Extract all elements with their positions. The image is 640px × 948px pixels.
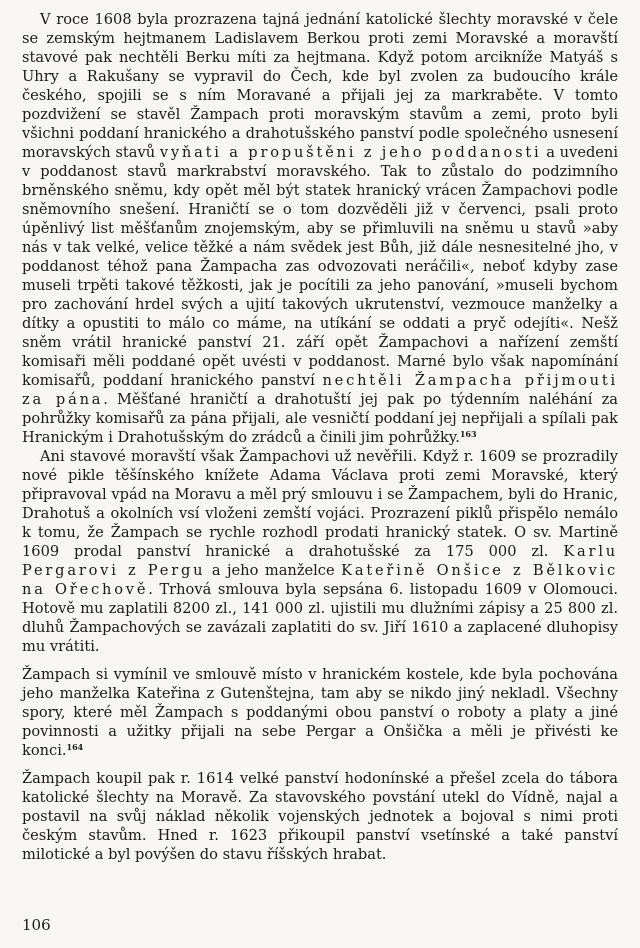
footnote-ref-164: 164	[66, 742, 84, 752]
paragraph-1	[22, 10, 618, 447]
paragraph-1-text-c: . Měšťané hraničtí a drahotuští jej pak po týdenním naléhání za pohrůžky komisařů za pána přijali, ale vesničtí poddaní jej nepřijali a spílali pak Hranickým i Drahotušským do zrádců a činili jim pohrůžky.	[22, 391, 618, 446]
paragraph-2-text-c: . Trhová smlouva byla sepsána 6. listopadu 1609 v Olomouci. Hotově mu zaplatili 8200 zl., 141 000 zl. ujistili mu dlužními zápisy a 25 800 zl. dluhů Žampachových se zavázali zaplatiti do sv. Jiří 1610 a zaplacené dluhopisy mu vrátiti.	[22, 581, 618, 655]
paragraph-1-spaced-a: vyňati a propuštěni z jeho poddanosti	[159, 144, 542, 161]
paragraph-2-spaced-a: Karlu Pergarovi z Pergu	[22, 543, 618, 579]
paragraph-4	[22, 769, 618, 864]
paragraph-2-text-a: Ani stavové moravští však Žampachovi už nevěřili. Když r. 1609 se prozradily nové pikle těšínského knížete Adama Václava proti zemi Moravské, který připravoval vpád na Moravu a měl prý smlouvu i se Žampachem, byli do Hranic, Drahotuš a okolních vsí vloženi zemští vojáci. Prozrazení piklů přispělo nemálo k tomu, že Žampach se rychle rozhodl prodati hranický statek. O sv. Martině 1609 prodal panství hranické a drahotušské za 175 000 zl.	[22, 448, 618, 560]
paragraph-2-spaced-b: Kateřině Onšice z Bělkovic na Ořechově	[22, 562, 618, 598]
paragraph-3	[22, 665, 618, 760]
footnote-ref-163: 163	[459, 429, 477, 439]
paragraph-2-text-b: a jeho manželce	[205, 562, 342, 579]
paragraph-1-text-a: V roce 1608 byla prozrazena tajná jednání katolické šlechty moravské v čele se zemským hejtmanem Ladislavem Berkou proti zemi Moravské a moravští stavové pak nechtěli Berku míti za hejtmana. Když potom arcikníže Matyáš s Uhry a Rakušany se vypravil do Čech, kde byl zvolen za budoucího krále českého, spojili se s ním Moravané a přijali jej za markraběte. V tomto pozdvižení se stavěl Žampach proti moravským stavům a zemi, proto byli všichni poddaní hranického a drahotušského panství podle společného usnesení moravských stavů	[22, 11, 618, 161]
paragraph-1-text-b: a uvedeni v poddanost stavů markrabství moravského. Tak to zůstalo do podzimního brněnského sněmu, kdy opět měl být statek hranický vrácen Žampachovi podle sněmovního snešení. Hraničtí se o tom dozvěděli již v červenci, psali proto úpěnlivý list měšťanům znojemským, aby se přimluvili na sněmu u stavů »aby nás v tak velké, velice těžké a nám svědek jest Bůh, již dále nesnesitelné jho, v poddanost téhož pana Žampacha zas odvozovati neráčili«, neboť kdyby zase museli trpěti takové těžkosti, jak je pocítili za jeho panování, »museli bychom pro zachování hrdel svých a ujití takových ukrutenství, vezmouce manželky a dítky a opustiti to málo co máme, na utíkání se oddati a pryč odejíti«. Nešž sněm vrátil hranické panství 21. září opět Žampachovi a nařízení zemští komisaři měli poddané opět uvésti v poddanost. Marné bylo však napomínání komisařů, poddaní hranického panství	[22, 144, 618, 389]
page-number: 106	[22, 916, 51, 934]
paragraph-3-text: Žampach si vymínil ve smlouvě místo v hranickém kostele, kde byla pochována jeho manželka Kateřina z Gutenštejna, tam aby se nikdo jiný nekladl. Všechny spory, které měl Žampach s poddanými obou panství o roboty a platy a jiné povinnosti a užitky přijali na sebe Pergar a Onšička a měli je přivésti ke konci.	[22, 666, 618, 759]
paragraph-1-spaced-b: nechtěli Žampacha přijmouti za pána	[22, 372, 618, 408]
paragraph-4-text: Žampach koupil pak r. 1614 velké panství hodonínské a přešel zcela do tábora katolické šlechty na Moravě. Za stavovského povstání utekl do Vídně, najal a postavil na svůj náklad několik vojenských jednotek a bojoval s nimi proti českým stavům. Hned r. 1623 přikoupil panství vsetínské a také panství milotické a byl povýšen do stavu říšských hrabat.	[22, 770, 618, 863]
paragraph-2	[22, 447, 618, 656]
